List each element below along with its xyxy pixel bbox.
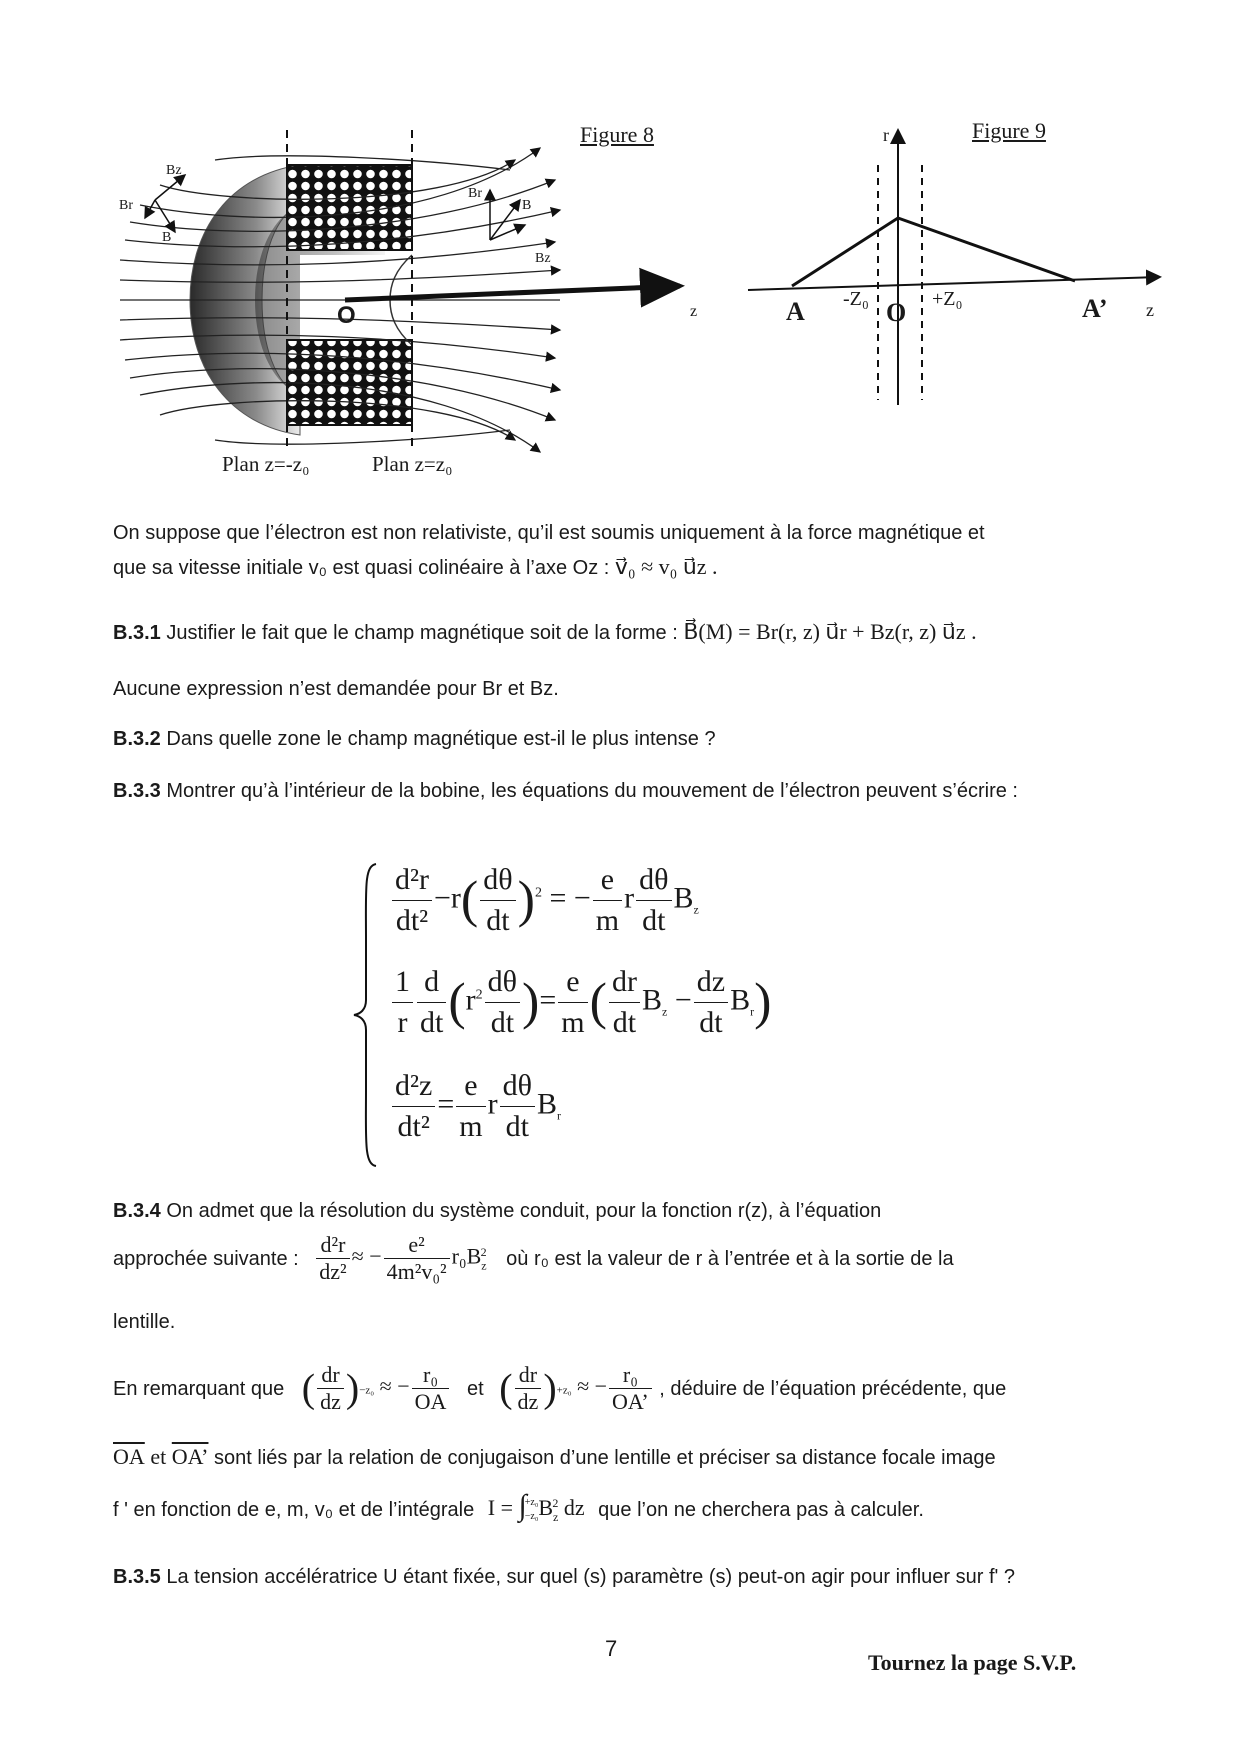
label-b-left: B [162,230,172,245]
label-a: A [786,297,805,326]
figures-area [0,0,1240,500]
integral-definition: I = ∫ +z₀ −z₀ $B_z^2$ dz [487,1489,585,1524]
question-b334: B.3.4 On admet que la résolution du système conduit, pour la fonction r(z), à l’équation [113,1200,882,1222]
label-o-fig9: O [886,298,907,327]
page-number: 7 [605,1636,618,1661]
question-number: B.3.2 [113,728,161,750]
equation-system [350,860,870,1170]
label-z-fig8: z [690,303,698,320]
question-number: B.3.5 [113,1566,161,1588]
label-plus-z0: +Z₀ [932,288,963,310]
intro-paragraph [113,516,1143,585]
intro-line-1: On suppose que l’électron est non relativiste, qu’il est soumis uniquement à la force magnétique et [113,522,985,544]
figure-8 [120,130,680,452]
label-z-fig9: z [1146,300,1154,320]
question-b331-note: Aucune expression n’est demandée pour Br et Bz. [113,678,559,700]
label-a-prime: A’ [1082,294,1108,323]
label-br-right: Br [468,186,482,201]
label-bz-left: Bz [166,163,182,178]
question-b334-remark-line: En remarquant que ( $\frac{dr}{dz}$ )−z₀ ≈ − $\frac{\text{r₀}}{OA}$ et ( $\frac{dr}{dz}$ )+z₀ ≈ − $\frac{\text{r₀}}{OA’}$ , déduire de l’équation précédente, que [113,1362,1007,1414]
question-b334-equation-line: approchée suivante : $\frac{\text{d²r}}{\text{dz²}}$ ≈ − $\frac{\text{e²}}{\text{4m²v₀²}}$ $r_0B_z^2$ où r₀ est la valeur de r à l’entrée et à la sortie de la [113,1232,954,1284]
question-b332: B.3.2 Dans quelle zone le champ magnétique est-il le plus intense ? [113,728,716,750]
approximate-equation: $\frac{\text{d²r}}{\text{dz²}}$ ≈ − $\frac{\text{e²}}{\text{4m²v₀²}}$ $r_0B_z^2$ [314,1232,486,1285]
label-bz-right: Bz [535,251,551,266]
intro-velocity-relation: v⃗₀ ≈ v₀ u⃗z . [614,554,718,579]
question-b335: B.3.5 La tension accélératrice U étant fixée, sur quel (s) paramètre (s) peut-on agir pour influer sur f' ? [113,1566,1016,1588]
coil-winding-bottom [287,340,412,425]
figure-8-caption: Figure 8 [580,122,654,147]
equation-orthoradial: $\frac{1}{r}$ $\frac{d}{dt}$ ($r^2$ $\frac{d\theta}{dt}$ )= $\frac{e}{m}$ ( $\frac{dr}{dt}$ $B_z$ − $\frac{dz}{dt}$ $B_r$) [390,962,771,1043]
question-b331: B.3.1 Justifier le fait que le champ magnétique soit de la forme : B⃗(M) = Br(r, z) u⃗r + Bz(r, z) u⃗z . [113,619,977,644]
equation-axial: $\frac{\text{d²z}}{\text{dt²}}$ = $\frac{e}{m}$ r $\frac{d\theta}{dt}$ $B_r$ [390,1066,561,1147]
equation-radial: $\frac{\text{d²r}}{\text{dt²}}$ −r( $\frac{d\theta}{dt}$ )$^2$ = − $\frac{e}{m}$ r $\frac{d\theta}{dt}$ $B_z$ [390,860,699,941]
question-b333: B.3.3 Montrer qu’à l’intérieur de la bobine, les équations du mouvement de l’électron peuvent s’écrire : [113,780,1018,802]
intro-line-2: que sa vitesse initiale v₀ est quasi colinéaire à l’axe Oz : v⃗₀ ≈ v₀ u⃗z . [113,554,718,579]
question-b334-line3: lentille. [113,1311,176,1333]
question-b334-conjugation-line: $\overline{OA}$ et OA’ sont liés par la relation de conjugaison d’une lentille et préciser sa distance focale image [113,1444,996,1469]
question-number: B.3.1 [113,622,161,644]
label-origin-o: O [337,302,356,329]
label-plan-plus-z0: Plan z=z₀ [372,452,453,476]
figure-9-caption: Figure 9 [972,118,1046,143]
label-br-left: Br [119,198,133,213]
slope-entry-equation: ( $\frac{dr}{dz}$ )−z₀ ≈ − $\frac{\text{r₀}}{OA}$ [302,1362,452,1415]
question-number: B.3.4 [113,1200,161,1222]
slope-exit-equation: ( $\frac{dr}{dz}$ )+z₀ ≈ − $\frac{\text{r₀}}{OA’}$ [499,1362,654,1415]
brace-icon [350,860,380,1170]
figure-9 [748,130,1160,405]
question-b334-integral-line: f ' en fonction de e, m, v₀ et de l’intégrale I = ∫ +z₀ −z₀ $B_z^2$ dz que l’on ne cherchera pas à calculer. [113,1486,1143,1536]
label-r: r [883,125,889,145]
z-axis-arrow [345,286,680,300]
label-minus-z0: -Z₀ [843,288,869,310]
label-b-right: B [522,198,532,213]
electron-trajectory [792,218,1075,286]
field-form-equation: B⃗(M) = Br(r, z) u⃗r + Bz(r, z) u⃗z . [683,619,977,644]
footer-turn-page: Tournez la page S.V.P. [868,1650,1077,1675]
question-number: B.3.3 [113,780,161,802]
label-plan-minus-z0: Plan z=-z₀ [222,452,310,476]
